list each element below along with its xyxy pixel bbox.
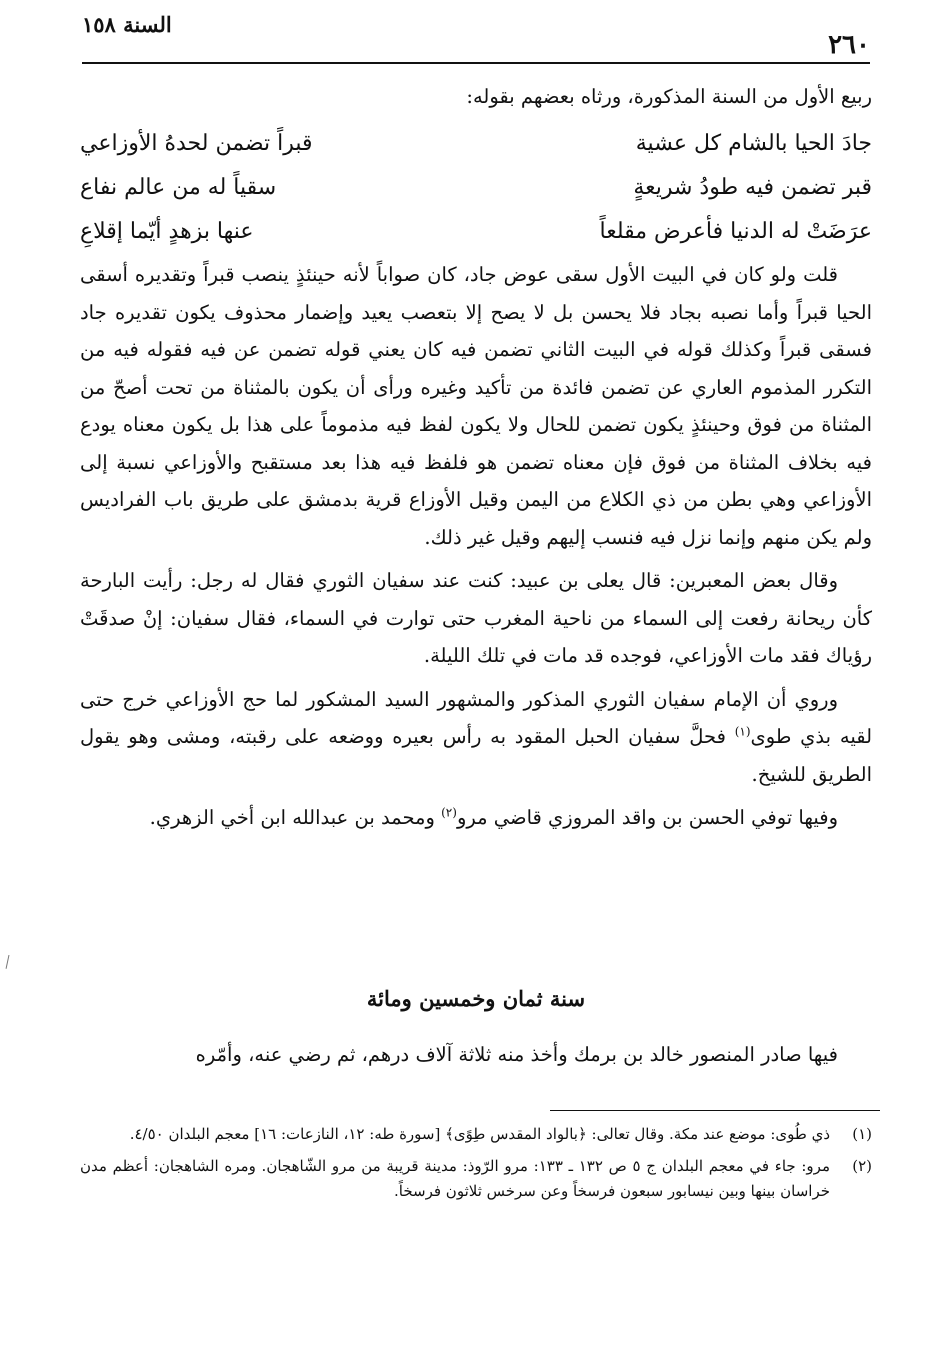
dream-paragraph: وقال بعض المعبرين: قال يعلى بن عبيد: كنت عند سفيان الثوري فقال له رجل: رأيت البارحة كأن ريحانة رفعت إلى السماء من ناحية المغرب حتى توارت في السماء، فقال سفيان: إنْ صدقَتْ رؤياك فقد مات الأوزاعي، فوجده قد مات في تلك الليلة. — [80, 569, 872, 667]
poem-verse — [80, 166, 872, 210]
deaths-text-continued: ومحمد بن عبدالله ابن أخي الزهري. — [149, 806, 442, 829]
deaths-text: وفيها توفي الحسن بن واقد المروزي قاضي مرو — [456, 806, 838, 829]
verse-second-hemistich: قبراً تضمن لحدهُ الأوزاعي — [80, 131, 313, 156]
footnote-number: (١) — [852, 1125, 872, 1143]
verse-first-hemistich: قبر تضمن فيه طودُ شريعةٍ — [633, 175, 872, 200]
footnote-divider — [550, 1110, 880, 1111]
footnote-ref: (٢) — [441, 805, 457, 820]
main-body — [80, 256, 872, 837]
scan-mark — [6, 955, 11, 969]
running-header — [82, 12, 870, 64]
commentary-paragraph: قلت ولو كان في البيت الأول سقى عوض جاد، كان صواباً لأنه حينئذٍ ينصب قبراً وتقديره أسقى الحيا قبراً وأما نصبه بجاد فلا يحسن بل لا يصح إلا بتعصب يعيد وإضمار محذوف يكون تقديره جاد فسقى قبراً وكذلك قوله في البيت الثاني تضمن فيه كان يعني قوله تضمن عن فيه فقوله فيه من التكرر المذموم العاري عن تضمن فائدة من تأكيد وغيره ورأى أن يكون بالمثناة من تحت أصحّ من المثناة من فوق وحينئذٍ يكون تضمن للحال ولا يكون لفظ فيه مذموماً على هذا بل يكون معناه يودع فيه بخلاف المثناة من فوق فإن معناه تضمن هو فلفظ فيه هذا بعد مستقبح والأوزاعي نسبة إلى الأوزاعي وهي بطن من ذي الكلاع من اليمن وقيل الأوزاع قرية بدمشق على طريق باب الفراديس ولم يكن منهم وإنما نزل فيه فنسب إليهم وقيل غير ذلك. — [80, 263, 872, 549]
footnote-item — [80, 1122, 872, 1148]
footnote-text: مرو: جاء في معجم البلدان ج ٥ ص ١٣٢ ـ ١٣٣: مرو الرّوذ: مدينة قريبة من مرو الشّاهجان. ومره الشاهجان: أعظم مدن خراسان بينها وبين نيسابور سبعون فرسخاً وعن سرخس ثلاثون فرسخاً. — [80, 1156, 830, 1200]
hajj-text: وروي أن الإمام سفيان الثوري المذكور والمشهور السيد المشكور لما حج الأوزاعي خرج حتى لقيه بذي طوى — [80, 687, 873, 748]
intro-text — [80, 78, 872, 116]
page-number: ٢٦٠ — [828, 30, 870, 60]
poem-verse — [80, 122, 872, 166]
verse-second-hemistich: سقياً له من عالم نفاع — [80, 175, 277, 200]
section-body — [80, 1036, 872, 1074]
footnote-item — [80, 1154, 872, 1205]
intro-line: ربيع الأول من السنة المذكورة، ورثاه بعضهم بقوله: — [466, 85, 872, 108]
hajj-text-continued: فحلَّ سفيان الحبل المقود به رأس بعيره ووضعه على رقبته، ومشى وهو يقول الطريق للشيخ. — [80, 725, 872, 786]
footnote-text: ذي طُوى: موضع عند مكة. وقال تعالى: ﴿بالواد المقدس طِوًى﴾ [سورة طه: ١٢، النازعات: ١٦] معجم البلدان ٤/٥٠. — [129, 1125, 830, 1143]
footnote-number: (٢) — [852, 1156, 872, 1175]
hajj-paragraph — [80, 681, 872, 794]
footnotes — [80, 1122, 872, 1205]
verse-first-hemistich: جادَ الحيا بالشام كل عشية — [635, 131, 872, 156]
section-heading: سنة ثمان وخمسين ومائة — [366, 986, 586, 1011]
footnote-ref: (١) — [734, 724, 751, 739]
poem-verse — [80, 210, 872, 254]
running-title: السنة ١٥٨ — [82, 12, 172, 37]
final-paragraph: فيها صادر المنصور خالد بن برمك وأخذ منه ثلاثة آلاف درهم، ثم رضي عنه، وأمّره — [195, 1043, 838, 1066]
deaths-paragraph — [80, 799, 872, 837]
verse-second-hemistich: عنها بزهدٍ أيّما إقلاعِ — [80, 219, 254, 244]
elegy-poem — [80, 122, 872, 254]
verse-first-hemistich: عرَضَتْ له الدنيا فأعرض مقلعاً — [599, 219, 872, 244]
